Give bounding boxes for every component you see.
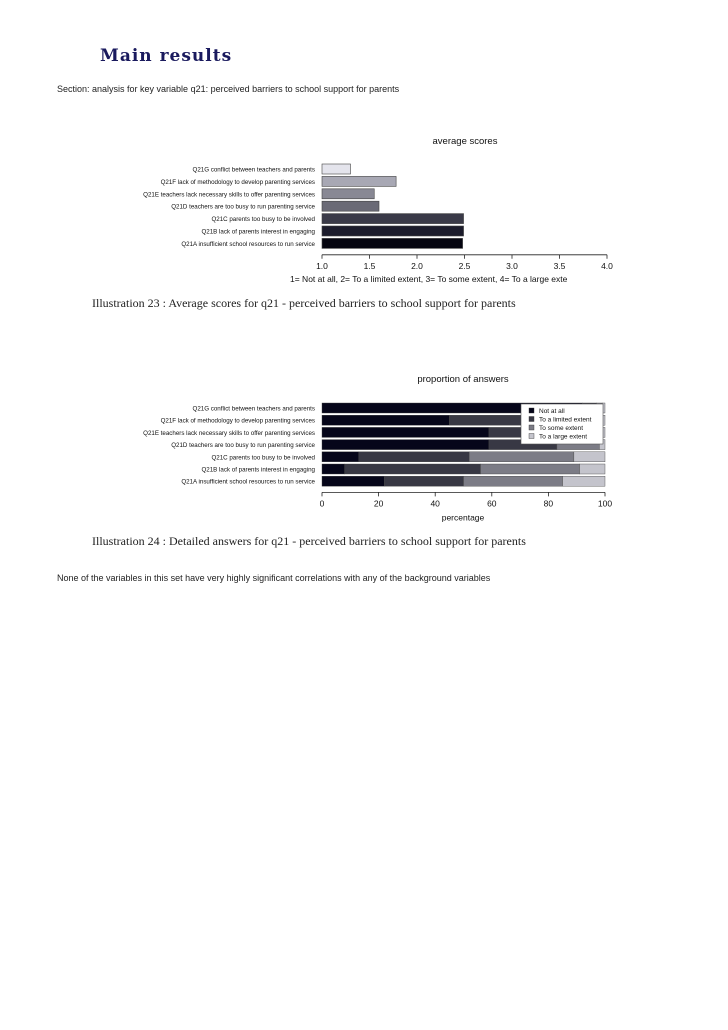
bar-segment bbox=[322, 415, 449, 425]
x-tick-label: 4.0 bbox=[601, 260, 613, 271]
bar-segment bbox=[322, 464, 345, 474]
caption-illustration-23: Illustration 23 : Average scores for q21 - perceived barriers to school support for parents bbox=[92, 296, 516, 310]
x-tick-label: 80 bbox=[543, 498, 554, 509]
bar-segment bbox=[359, 452, 469, 462]
category-label: Q21E teachers lack necessary skills to offer parenting services bbox=[143, 429, 315, 437]
category-label: Q21E teachers lack necessary skills to offer parenting services bbox=[143, 191, 315, 199]
x-tick-label: 3.0 bbox=[506, 260, 518, 271]
category-label: Q21G conflict between teachers and parents bbox=[192, 405, 315, 413]
legend-label: To a limited extent bbox=[539, 416, 592, 424]
legend bbox=[521, 404, 603, 444]
legend-swatch bbox=[529, 425, 534, 430]
x-axis-label: percentage bbox=[441, 512, 485, 523]
bar-segment bbox=[322, 452, 359, 462]
bar-segment bbox=[384, 476, 463, 486]
category-label: Q21B lack of parents interest in engaging bbox=[201, 228, 315, 236]
legend-label: Not at all bbox=[539, 408, 565, 415]
bar bbox=[322, 238, 463, 248]
x-tick-label: 20 bbox=[373, 498, 384, 509]
page-title: Main results bbox=[100, 46, 233, 66]
bar-segment bbox=[563, 476, 605, 486]
category-label: Q21C parents too busy to be involved bbox=[211, 454, 315, 462]
category-label: Q21B lack of parents interest in engaging bbox=[201, 466, 315, 474]
bar bbox=[322, 176, 396, 186]
legend-swatch bbox=[529, 417, 534, 422]
bar-segment bbox=[322, 427, 489, 437]
x-tick-label: 40 bbox=[430, 498, 440, 509]
legend-swatch bbox=[529, 434, 534, 439]
bar bbox=[322, 226, 464, 236]
category-label: Q21G conflict between teachers and parents bbox=[192, 166, 315, 174]
bar bbox=[322, 214, 464, 224]
x-axis-label: 1= Not at all, 2= To a limited extent, 3= To some extent, 4= To a large exte bbox=[290, 273, 568, 284]
x-tick-label: 1.5 bbox=[363, 260, 376, 271]
chart-title: proportion of answers bbox=[417, 374, 509, 385]
category-label: Q21D teachers are too busy to run parenting service bbox=[171, 203, 315, 211]
category-label: Q21F lack of methodology to develop parenting services bbox=[160, 178, 315, 186]
bar-segment bbox=[580, 464, 605, 474]
footer-note: None of the variables in this set have very highly significant correlations with any of the background variables bbox=[57, 573, 491, 583]
x-tick-label: 1.0 bbox=[316, 260, 328, 271]
legend-label: To a large extent bbox=[539, 433, 588, 441]
x-tick-label: 2.0 bbox=[411, 260, 423, 271]
caption-illustration-24: Illustration 24 : Detailed answers for q21 - perceived barriers to school support for parents bbox=[92, 534, 526, 548]
bar-segment bbox=[480, 464, 579, 474]
bar bbox=[322, 201, 379, 211]
x-tick-label: 2.5 bbox=[458, 260, 471, 271]
bar-segment bbox=[574, 452, 605, 462]
x-tick-label: 3.5 bbox=[553, 260, 566, 271]
bar-segment bbox=[322, 476, 384, 486]
category-label: Q21C parents too busy to be involved bbox=[211, 216, 315, 224]
x-tick-label: 100 bbox=[597, 498, 613, 509]
bar bbox=[322, 189, 374, 199]
x-tick-label: 0 bbox=[319, 498, 325, 509]
proportion-of-answers-chart bbox=[0, 368, 728, 538]
bar bbox=[322, 164, 351, 174]
chart-title: average scores bbox=[432, 136, 498, 147]
bar-segment bbox=[322, 440, 489, 450]
legend-swatch bbox=[529, 408, 534, 413]
category-label: Q21A insufficient school resources to run service bbox=[181, 240, 315, 248]
legend-label: To some extent bbox=[539, 425, 584, 432]
category-label: Q21D teachers are too busy to run parenting service bbox=[171, 442, 315, 450]
category-label: Q21F lack of methodology to develop parenting services bbox=[160, 417, 315, 425]
bar-segment bbox=[345, 464, 481, 474]
bar-segment bbox=[464, 476, 563, 486]
bar-segment bbox=[469, 452, 574, 462]
x-tick-label: 60 bbox=[487, 498, 497, 509]
category-label: Q21A insufficient school resources to run service bbox=[181, 478, 315, 486]
section-heading: Section: analysis for key variable q21: perceived barriers to school support for parents bbox=[57, 84, 400, 94]
